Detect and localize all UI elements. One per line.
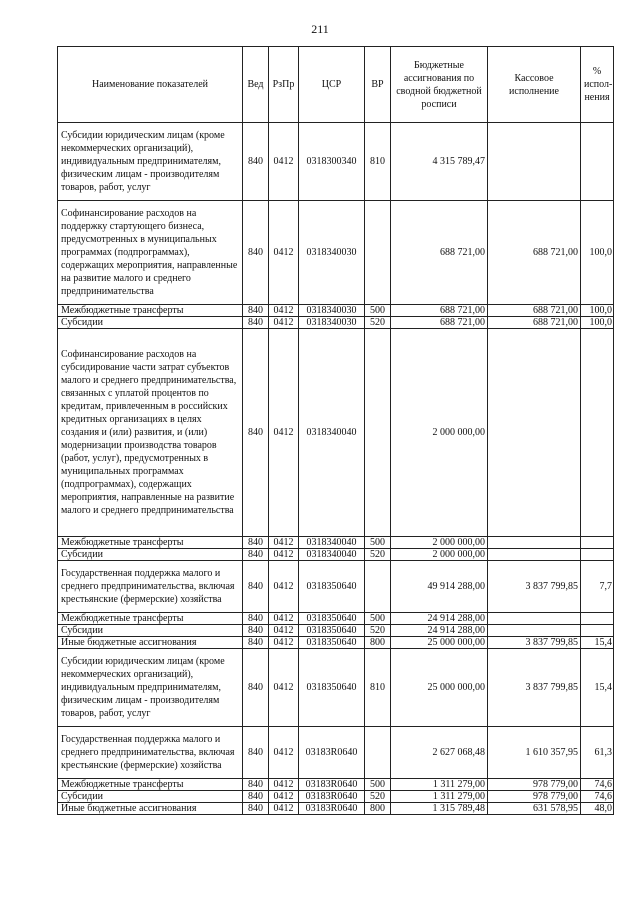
- row-rzpr: 0412: [269, 625, 299, 637]
- row-vr: 500: [365, 779, 391, 791]
- row-ved: 840: [243, 305, 269, 317]
- row-name: Софинансирование расходов на поддержку стартующего бизнеса, предусмотренных в муниципальных программах (подпрограммах), содержащих мероприятия, направленные на развитие малого и среднего предпринимательства: [58, 201, 243, 305]
- row-csr: 0318350640: [299, 649, 365, 727]
- row-execution: 978 779,00: [488, 791, 581, 803]
- row-vr: [365, 329, 391, 537]
- row-vr: 520: [365, 317, 391, 329]
- row-percent: [581, 549, 614, 561]
- table-row: [58, 625, 614, 637]
- row-ved: 840: [243, 637, 269, 649]
- row-csr: 0318350640: [299, 561, 365, 613]
- row-vr: 520: [365, 549, 391, 561]
- row-rzpr: 0412: [269, 803, 299, 815]
- row-csr: 0318350640: [299, 625, 365, 637]
- row-percent: [581, 537, 614, 549]
- row-vr: 520: [365, 791, 391, 803]
- row-csr: 0318340030: [299, 305, 365, 317]
- row-allocations: 688 721,00: [391, 317, 488, 329]
- row-rzpr: 0412: [269, 201, 299, 305]
- header-execution: Кассовое исполнение: [488, 47, 581, 123]
- row-allocations: 25 000 000,00: [391, 637, 488, 649]
- budget-table: [57, 46, 614, 815]
- row-rzpr: 0412: [269, 329, 299, 537]
- row-name: Субсидии: [58, 549, 243, 561]
- row-percent: 100,0: [581, 201, 614, 305]
- page-number: 211: [311, 22, 329, 36]
- table-row: [58, 201, 614, 305]
- row-csr: 0318300340: [299, 123, 365, 201]
- table-row: [58, 613, 614, 625]
- row-csr: 0318350640: [299, 637, 365, 649]
- table-row: [58, 803, 614, 815]
- row-execution: 3 837 799,85: [488, 561, 581, 613]
- table-row: [58, 727, 614, 779]
- row-allocations: 2 000 000,00: [391, 329, 488, 537]
- row-csr: 0318340040: [299, 549, 365, 561]
- row-execution: 978 779,00: [488, 779, 581, 791]
- row-allocations: 2 000 000,00: [391, 537, 488, 549]
- row-name: Межбюджетные трансферты: [58, 305, 243, 317]
- row-allocations: 1 315 789,48: [391, 803, 488, 815]
- row-execution: 688 721,00: [488, 201, 581, 305]
- row-rzpr: 0412: [269, 305, 299, 317]
- row-vr: [365, 561, 391, 613]
- row-ved: 840: [243, 329, 269, 537]
- row-allocations: 688 721,00: [391, 201, 488, 305]
- row-vr: 520: [365, 625, 391, 637]
- row-percent: [581, 613, 614, 625]
- row-execution: [488, 537, 581, 549]
- row-name: Субсидии: [58, 317, 243, 329]
- row-rzpr: 0412: [269, 317, 299, 329]
- table-row: [58, 123, 614, 201]
- table-row: [58, 537, 614, 549]
- row-rzpr: 0412: [269, 561, 299, 613]
- row-vr: 500: [365, 305, 391, 317]
- header-allocations: Бюджетные ассигнования по сводной бюджетной росписи: [391, 47, 488, 123]
- row-ved: 840: [243, 537, 269, 549]
- row-name: Иные бюджетные ассигнования: [58, 637, 243, 649]
- table-row: [58, 791, 614, 803]
- row-execution: [488, 329, 581, 537]
- row-name: Межбюджетные трансферты: [58, 779, 243, 791]
- row-csr: 0318350640: [299, 613, 365, 625]
- row-allocations: 1 311 279,00: [391, 779, 488, 791]
- row-csr: 0318340030: [299, 201, 365, 305]
- row-csr: 03183R0640: [299, 803, 365, 815]
- table-body: [58, 123, 614, 815]
- row-allocations: 24 914 288,00: [391, 613, 488, 625]
- row-ved: 840: [243, 613, 269, 625]
- row-rzpr: 0412: [269, 649, 299, 727]
- row-execution: [488, 549, 581, 561]
- row-name: Субсидии юридическим лицам (кроме некоммерческих организаций), индивидуальным предпринимателям, физическим лицам - производителям товаров, работ, услуг: [58, 123, 243, 201]
- row-allocations: 24 914 288,00: [391, 625, 488, 637]
- row-allocations: 4 315 789,47: [391, 123, 488, 201]
- row-name: Субсидии: [58, 791, 243, 803]
- row-allocations: 25 000 000,00: [391, 649, 488, 727]
- table-row: [58, 305, 614, 317]
- row-name: Субсидии: [58, 625, 243, 637]
- row-rzpr: 0412: [269, 537, 299, 549]
- row-csr: 0318340030: [299, 317, 365, 329]
- row-percent: 15,4: [581, 649, 614, 727]
- row-execution: 3 837 799,85: [488, 637, 581, 649]
- row-name: Государственная поддержка малого и среднего предпринимательства, включая крестьянские (фермерские) хозяйства: [58, 561, 243, 613]
- row-allocations: 2 000 000,00: [391, 549, 488, 561]
- row-percent: 100,0: [581, 317, 614, 329]
- row-percent: 61,3: [581, 727, 614, 779]
- row-ved: 840: [243, 791, 269, 803]
- header-rzpr: РзПр: [269, 47, 299, 123]
- row-percent: 74,6: [581, 779, 614, 791]
- row-percent: 15,4: [581, 637, 614, 649]
- row-name: Межбюджетные трансферты: [58, 613, 243, 625]
- row-rzpr: 0412: [269, 123, 299, 201]
- row-allocations: 688 721,00: [391, 305, 488, 317]
- row-vr: 810: [365, 123, 391, 201]
- row-rzpr: 0412: [269, 727, 299, 779]
- row-percent: 100,0: [581, 305, 614, 317]
- header-csr: ЦСР: [299, 47, 365, 123]
- row-ved: 840: [243, 123, 269, 201]
- row-rzpr: 0412: [269, 637, 299, 649]
- row-vr: [365, 201, 391, 305]
- row-execution: [488, 613, 581, 625]
- row-rzpr: 0412: [269, 549, 299, 561]
- row-allocations: 2 627 068,48: [391, 727, 488, 779]
- table-row: [58, 329, 614, 537]
- row-ved: 840: [243, 561, 269, 613]
- row-execution: 1 610 357,95: [488, 727, 581, 779]
- row-vr: 500: [365, 537, 391, 549]
- table-row: [58, 561, 614, 613]
- row-vr: 800: [365, 637, 391, 649]
- row-name: Субсидии юридическим лицам (кроме некоммерческих организаций), индивидуальным предпринимателям, физическим лицам - производителям товаров, работ, услуг: [58, 649, 243, 727]
- header-ved: Вед: [243, 47, 269, 123]
- row-csr: 03183R0640: [299, 779, 365, 791]
- row-ved: 840: [243, 649, 269, 727]
- table-row: [58, 637, 614, 649]
- header-name: Наименование показателей: [58, 47, 243, 123]
- row-ved: 840: [243, 779, 269, 791]
- row-vr: 810: [365, 649, 391, 727]
- table-row: [58, 549, 614, 561]
- table-row: [58, 649, 614, 727]
- row-name: Софинансирование расходов на субсидирование части затрат субъектов малого и среднего предпринимательства, связанных с уплатой процентов по кредитам, привлеченным в российских кредитных организациях в целях создания и (или) развития, и (или) модернизации производства товаров (работ, услуг), предусмотренных в муниципальных программах (подпрограммах), содержащих мероприятия, направленные на развитие малого и среднего предпринимательства: [58, 329, 243, 537]
- row-execution: 688 721,00: [488, 317, 581, 329]
- row-vr: 800: [365, 803, 391, 815]
- row-ved: 840: [243, 803, 269, 815]
- row-ved: 840: [243, 201, 269, 305]
- row-execution: 3 837 799,85: [488, 649, 581, 727]
- header-vr: ВР: [365, 47, 391, 123]
- row-percent: [581, 123, 614, 201]
- row-ved: 840: [243, 549, 269, 561]
- row-name: Государственная поддержка малого и среднего предпринимательства, включая крестьянские (фермерские) хозяйства: [58, 727, 243, 779]
- table-row: [58, 779, 614, 791]
- row-execution: 631 578,95: [488, 803, 581, 815]
- row-percent: [581, 329, 614, 537]
- row-rzpr: 0412: [269, 613, 299, 625]
- row-csr: 03183R0640: [299, 791, 365, 803]
- row-vr: [365, 727, 391, 779]
- row-vr: 500: [365, 613, 391, 625]
- row-rzpr: 0412: [269, 791, 299, 803]
- header-row: [58, 47, 614, 123]
- row-ved: 840: [243, 317, 269, 329]
- row-csr: 03183R0640: [299, 727, 365, 779]
- row-csr: 0318340040: [299, 537, 365, 549]
- row-rzpr: 0412: [269, 779, 299, 791]
- row-percent: 74,6: [581, 791, 614, 803]
- table-row: [58, 317, 614, 329]
- row-allocations: 49 914 288,00: [391, 561, 488, 613]
- row-name: Иные бюджетные ассигнования: [58, 803, 243, 815]
- header-percent: % испол-нения: [581, 47, 614, 123]
- row-execution: [488, 625, 581, 637]
- row-percent: [581, 625, 614, 637]
- row-execution: [488, 123, 581, 201]
- row-ved: 840: [243, 625, 269, 637]
- row-allocations: 1 311 279,00: [391, 791, 488, 803]
- row-csr: 0318340040: [299, 329, 365, 537]
- row-name: Межбюджетные трансферты: [58, 537, 243, 549]
- row-ved: 840: [243, 727, 269, 779]
- row-percent: 48,0: [581, 803, 614, 815]
- row-percent: 7,7: [581, 561, 614, 613]
- row-execution: 688 721,00: [488, 305, 581, 317]
